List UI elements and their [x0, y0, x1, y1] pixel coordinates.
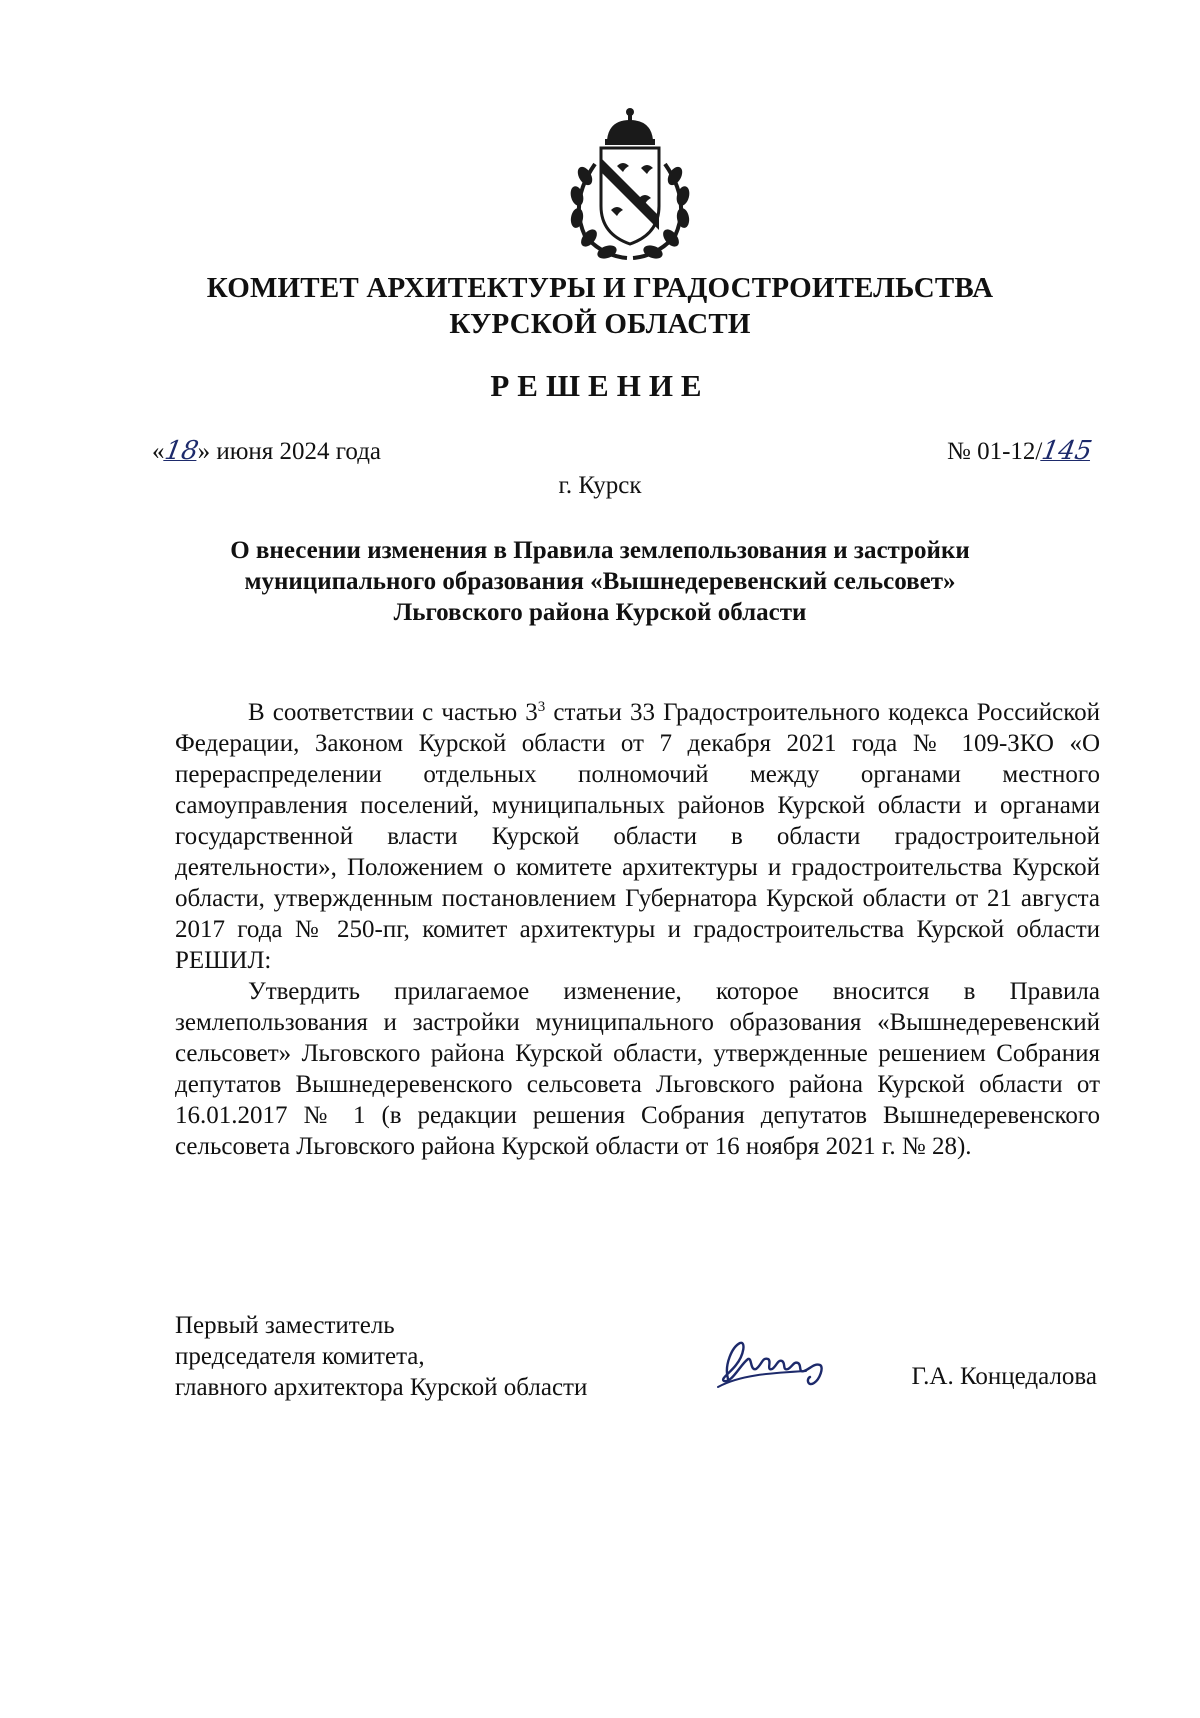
- body-paragraph-1: [175, 697, 1100, 976]
- paragraph-1-rest: статьи 33 Градостроительного кодекса Российской Федерации, Законом Курской области от 7 декабря 2021 года № 109-ЗКО «О перераспределении отдельных полномочий между органами местного самоуправления поселений, муниципальных районов Курской области и органами государственной власти Курской области в области градостроительной деятельности», Положением о комитете архитектуры и градостроительства Курской области, утвержденным постановлением Губернатора Курской области от 21 августа 2017 года № 250-пг, комитет архитектуры и градостроительства Курской области РЕШИЛ:: [175, 699, 1100, 974]
- paragraph-1-start: В соответствии с частью 3: [248, 699, 538, 726]
- signer-title-line-1: Первый заместитель: [175, 1312, 395, 1339]
- document-city: г. Курск: [558, 472, 642, 499]
- number-prefix: № 01-12/: [946, 438, 1043, 465]
- number-handwritten: 145: [1039, 436, 1095, 466]
- document-number: [946, 436, 1095, 466]
- organization-name: [0, 270, 1200, 342]
- subject-line-3: Льговского района Курской области: [393, 599, 807, 626]
- date-prefix: «: [152, 438, 165, 465]
- organization-line-1: КОМИТЕТ АРХИТЕКТУРЫ И ГРАДОСТРОИТЕЛЬСТВА: [206, 272, 994, 304]
- body-paragraph-2: Утвердить прилагаемое изменение, которое вносится в Правила землепользования и застройки муниципального образования «Вышнедеревенский сельсовет» Льговского района Курской области, утвержденные решением Собрания депутатов Вышнедеревенского сельсовета Льговского района Курской области от 16.01.2017 № 1 (в редакции решения Собрания депутатов Вышнедеревенского сельсовета Льговского района Курской области от 16 ноября 2021 г. № 28).: [175, 978, 1100, 1160]
- date-day-handwritten: 18: [161, 436, 201, 466]
- document-body: [175, 697, 1100, 1162]
- document-type-title: РЕШЕНИЕ: [490, 368, 710, 403]
- organization-line-2: КУРСКОЙ ОБЛАСТИ: [449, 308, 751, 340]
- subject-line-1: О внесении изменения в Правила землепользования и застройки: [230, 537, 970, 564]
- superscript: 3: [537, 699, 546, 715]
- document-subject: [0, 535, 1200, 628]
- coat-of-arms-emblem: [555, 106, 705, 266]
- subject-line-2: муниципального образования «Вышнедеревенский сельсовет»: [244, 568, 956, 595]
- signer-name: Г.А. Концедалова: [911, 1363, 1097, 1390]
- signer-title-line-3: главного архитектора Курской области: [175, 1374, 588, 1401]
- signer-title: [175, 1310, 587, 1403]
- signer-title-line-2: председателя комитета,: [175, 1343, 425, 1370]
- handwritten-signature: [710, 1335, 840, 1395]
- date-suffix: » июня 2024 года: [197, 438, 382, 465]
- document-date: [152, 436, 381, 466]
